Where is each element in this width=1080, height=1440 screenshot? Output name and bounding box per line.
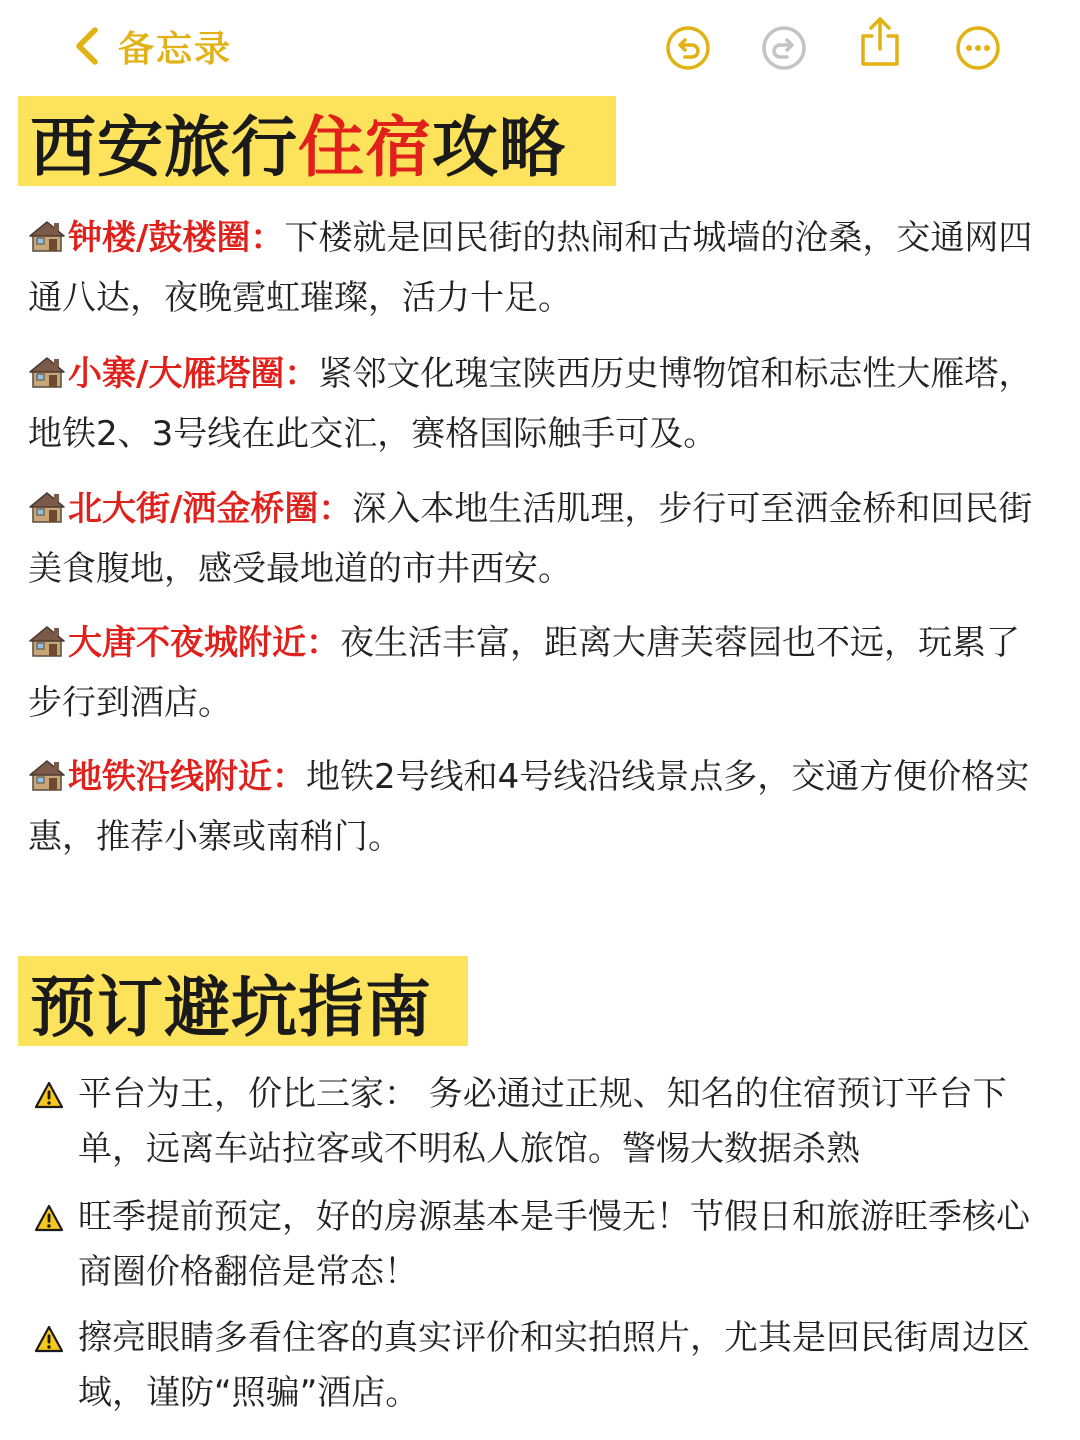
house-icon xyxy=(28,490,66,524)
section-title-booking-tips xyxy=(18,956,468,1046)
house-icon xyxy=(28,624,66,658)
district-item xyxy=(28,208,1038,328)
chevron-left-icon xyxy=(74,26,100,66)
more-icon[interactable] xyxy=(954,24,1002,72)
tip-text: 平台为王，价比三家： 务必通过正规、知名的住宿预订平台下单，远离车站拉客或不明私人旅馆。警惕大数据杀熟 xyxy=(78,1074,1007,1169)
navigation-bar xyxy=(0,0,1080,92)
share-icon[interactable] xyxy=(856,16,904,68)
district-item xyxy=(28,613,1038,733)
tip-text: 旺季提前预定，好的房源基本是手慢无！节假日和旅游旺季核心商圈价格翻倍是常态！ xyxy=(78,1197,1030,1292)
district-label: 小寨/大雁塔圈： xyxy=(68,354,319,394)
house-icon xyxy=(28,219,66,253)
warning-icon xyxy=(34,1081,64,1109)
back-button[interactable] xyxy=(74,20,232,72)
title-part-1: 西安旅行 xyxy=(30,108,298,186)
district-label: 大唐不夜城附近： xyxy=(68,623,340,663)
section-title-lodging xyxy=(18,96,616,186)
district-label: 钟楼/鼓楼圈： xyxy=(68,218,285,258)
tip-text: 擦亮眼睛多看住客的真实评价和实拍照片，尤其是回民街周边区域，谨防“照骗”酒店。 xyxy=(78,1318,1030,1413)
house-icon xyxy=(28,758,66,792)
section2-title: 预订避坑指南 xyxy=(30,968,432,1046)
warning-icon xyxy=(34,1204,64,1232)
district-item xyxy=(28,747,1038,867)
tip-item xyxy=(34,1311,1054,1421)
district-item xyxy=(28,344,1038,464)
tip-item xyxy=(34,1190,1054,1300)
district-text: 地铁2号线和4号线沿线景点多，交通方便价格实惠，推荐小寨或南稍门。 xyxy=(28,757,1030,857)
title-part-2: 攻略 xyxy=(432,108,566,186)
undo-icon[interactable] xyxy=(664,24,712,72)
district-label: 地铁沿线附近： xyxy=(68,757,306,797)
district-label: 北大街/洒金桥圈： xyxy=(68,489,353,529)
house-icon xyxy=(28,355,66,389)
district-text: 夜生活丰富，距离大唐芙蓉园也不远，玩累了步行到酒店。 xyxy=(28,623,1020,723)
district-text: 下楼就是回民街的热闹和古城墙的沧桑，交通网四通八达，夜晚霓虹璀璨，活力十足。 xyxy=(28,218,1033,318)
tip-item xyxy=(34,1067,1054,1177)
back-label: 备忘录 xyxy=(118,28,233,70)
district-text: 紧邻文化瑰宝陕西历史博物馆和标志性大雁塔，地铁2、3号线在此交汇，赛格国际触手可及。 xyxy=(28,354,1033,454)
title-accent: 住宿 xyxy=(298,108,432,186)
warning-icon xyxy=(34,1325,64,1353)
district-text: 深入本地生活肌理，步行可至洒金桥和回民街美食腹地，感受最地道的市井西安。 xyxy=(28,489,1033,589)
district-item xyxy=(28,479,1038,599)
redo-icon[interactable] xyxy=(760,24,808,72)
